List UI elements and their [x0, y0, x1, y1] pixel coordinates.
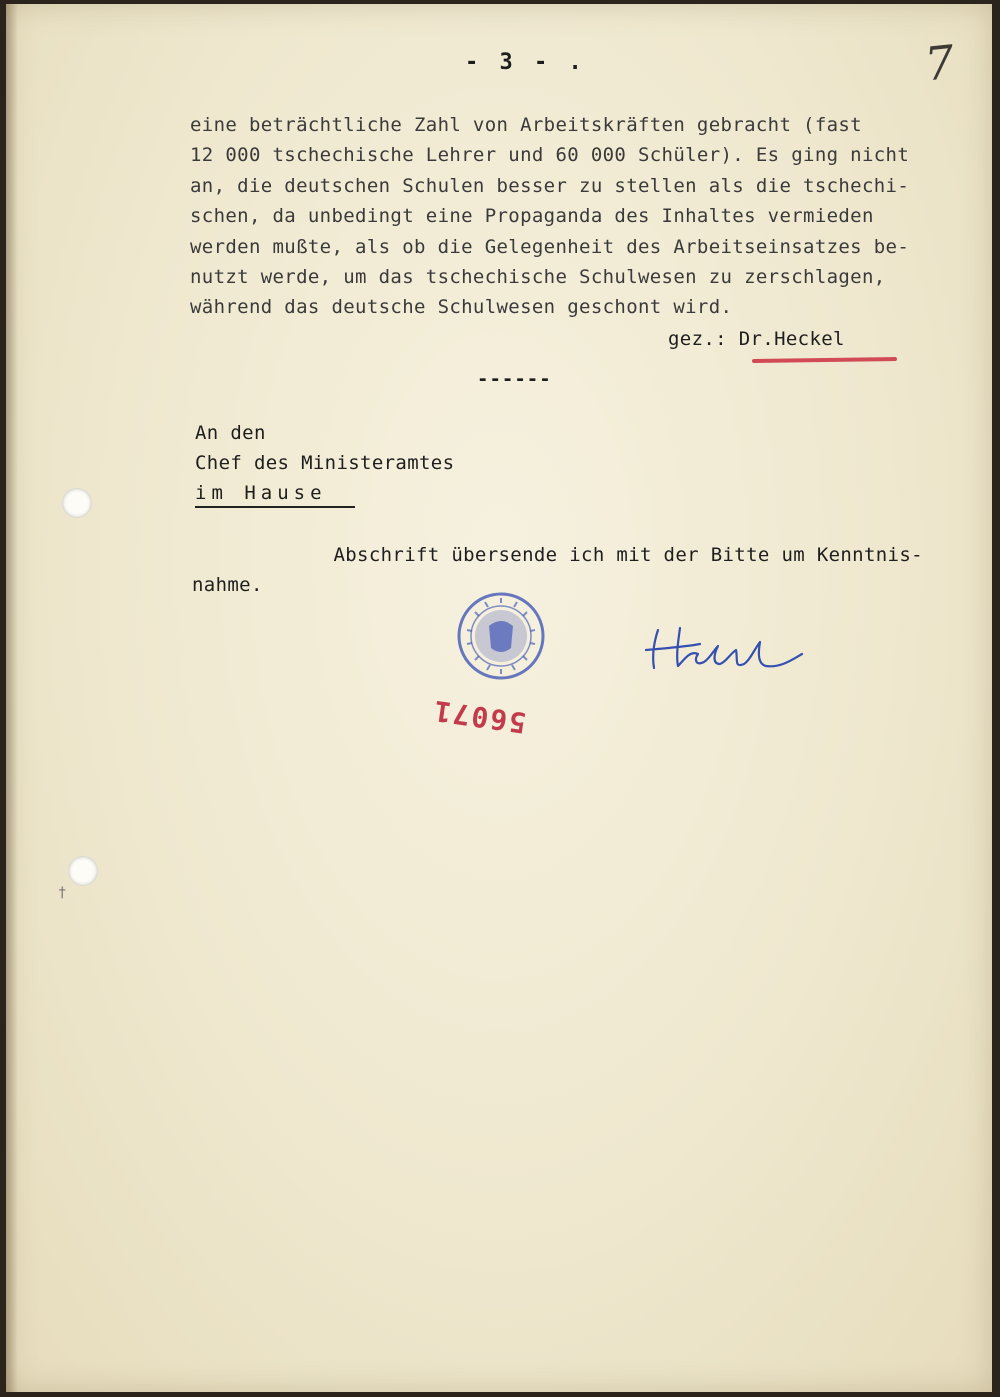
- note-text: Abschrift übersende ich mit der Bitte um Kenntnis- nahme.: [192, 544, 923, 596]
- handwritten-signature-icon: [640, 620, 810, 680]
- letter-body-text: eine beträchtliche Zahl von Arbeitskräften gebracht (fast 12 000 tschechische Lehrer und 60 000 Schüler). Es ging nicht an, die deutschen Schulen besser zu stellen als die tschechi- schen, da unbedingt eine Propaganda des Inhaltes vermieden werden mußte, als ob die Gelegenheit des Arbeitseinsatzes be- nutzt werde, um das tschechische Schulwesen zu zerschlagen, während das deutsche Schulwesen geschont wird.: [190, 114, 910, 319]
- page-number: - 3 - .: [465, 50, 586, 75]
- address-line-2: Chef des Ministeramtes: [195, 452, 455, 474]
- typed-signature: gez.: Dr.Heckel: [668, 328, 845, 350]
- address-underline: [195, 506, 355, 508]
- address-line-1: An den: [195, 422, 266, 444]
- handwritten-folio-number: 7: [922, 34, 958, 92]
- registration-number-stamp: 56071: [430, 693, 529, 740]
- address-line-3: im Hause: [195, 482, 327, 504]
- punch-hole-bottom: [68, 856, 98, 886]
- margin-mark: †: [58, 885, 67, 901]
- separator-line: ------: [477, 368, 552, 390]
- punch-hole-top: [62, 488, 92, 518]
- official-stamp-icon: [455, 590, 547, 682]
